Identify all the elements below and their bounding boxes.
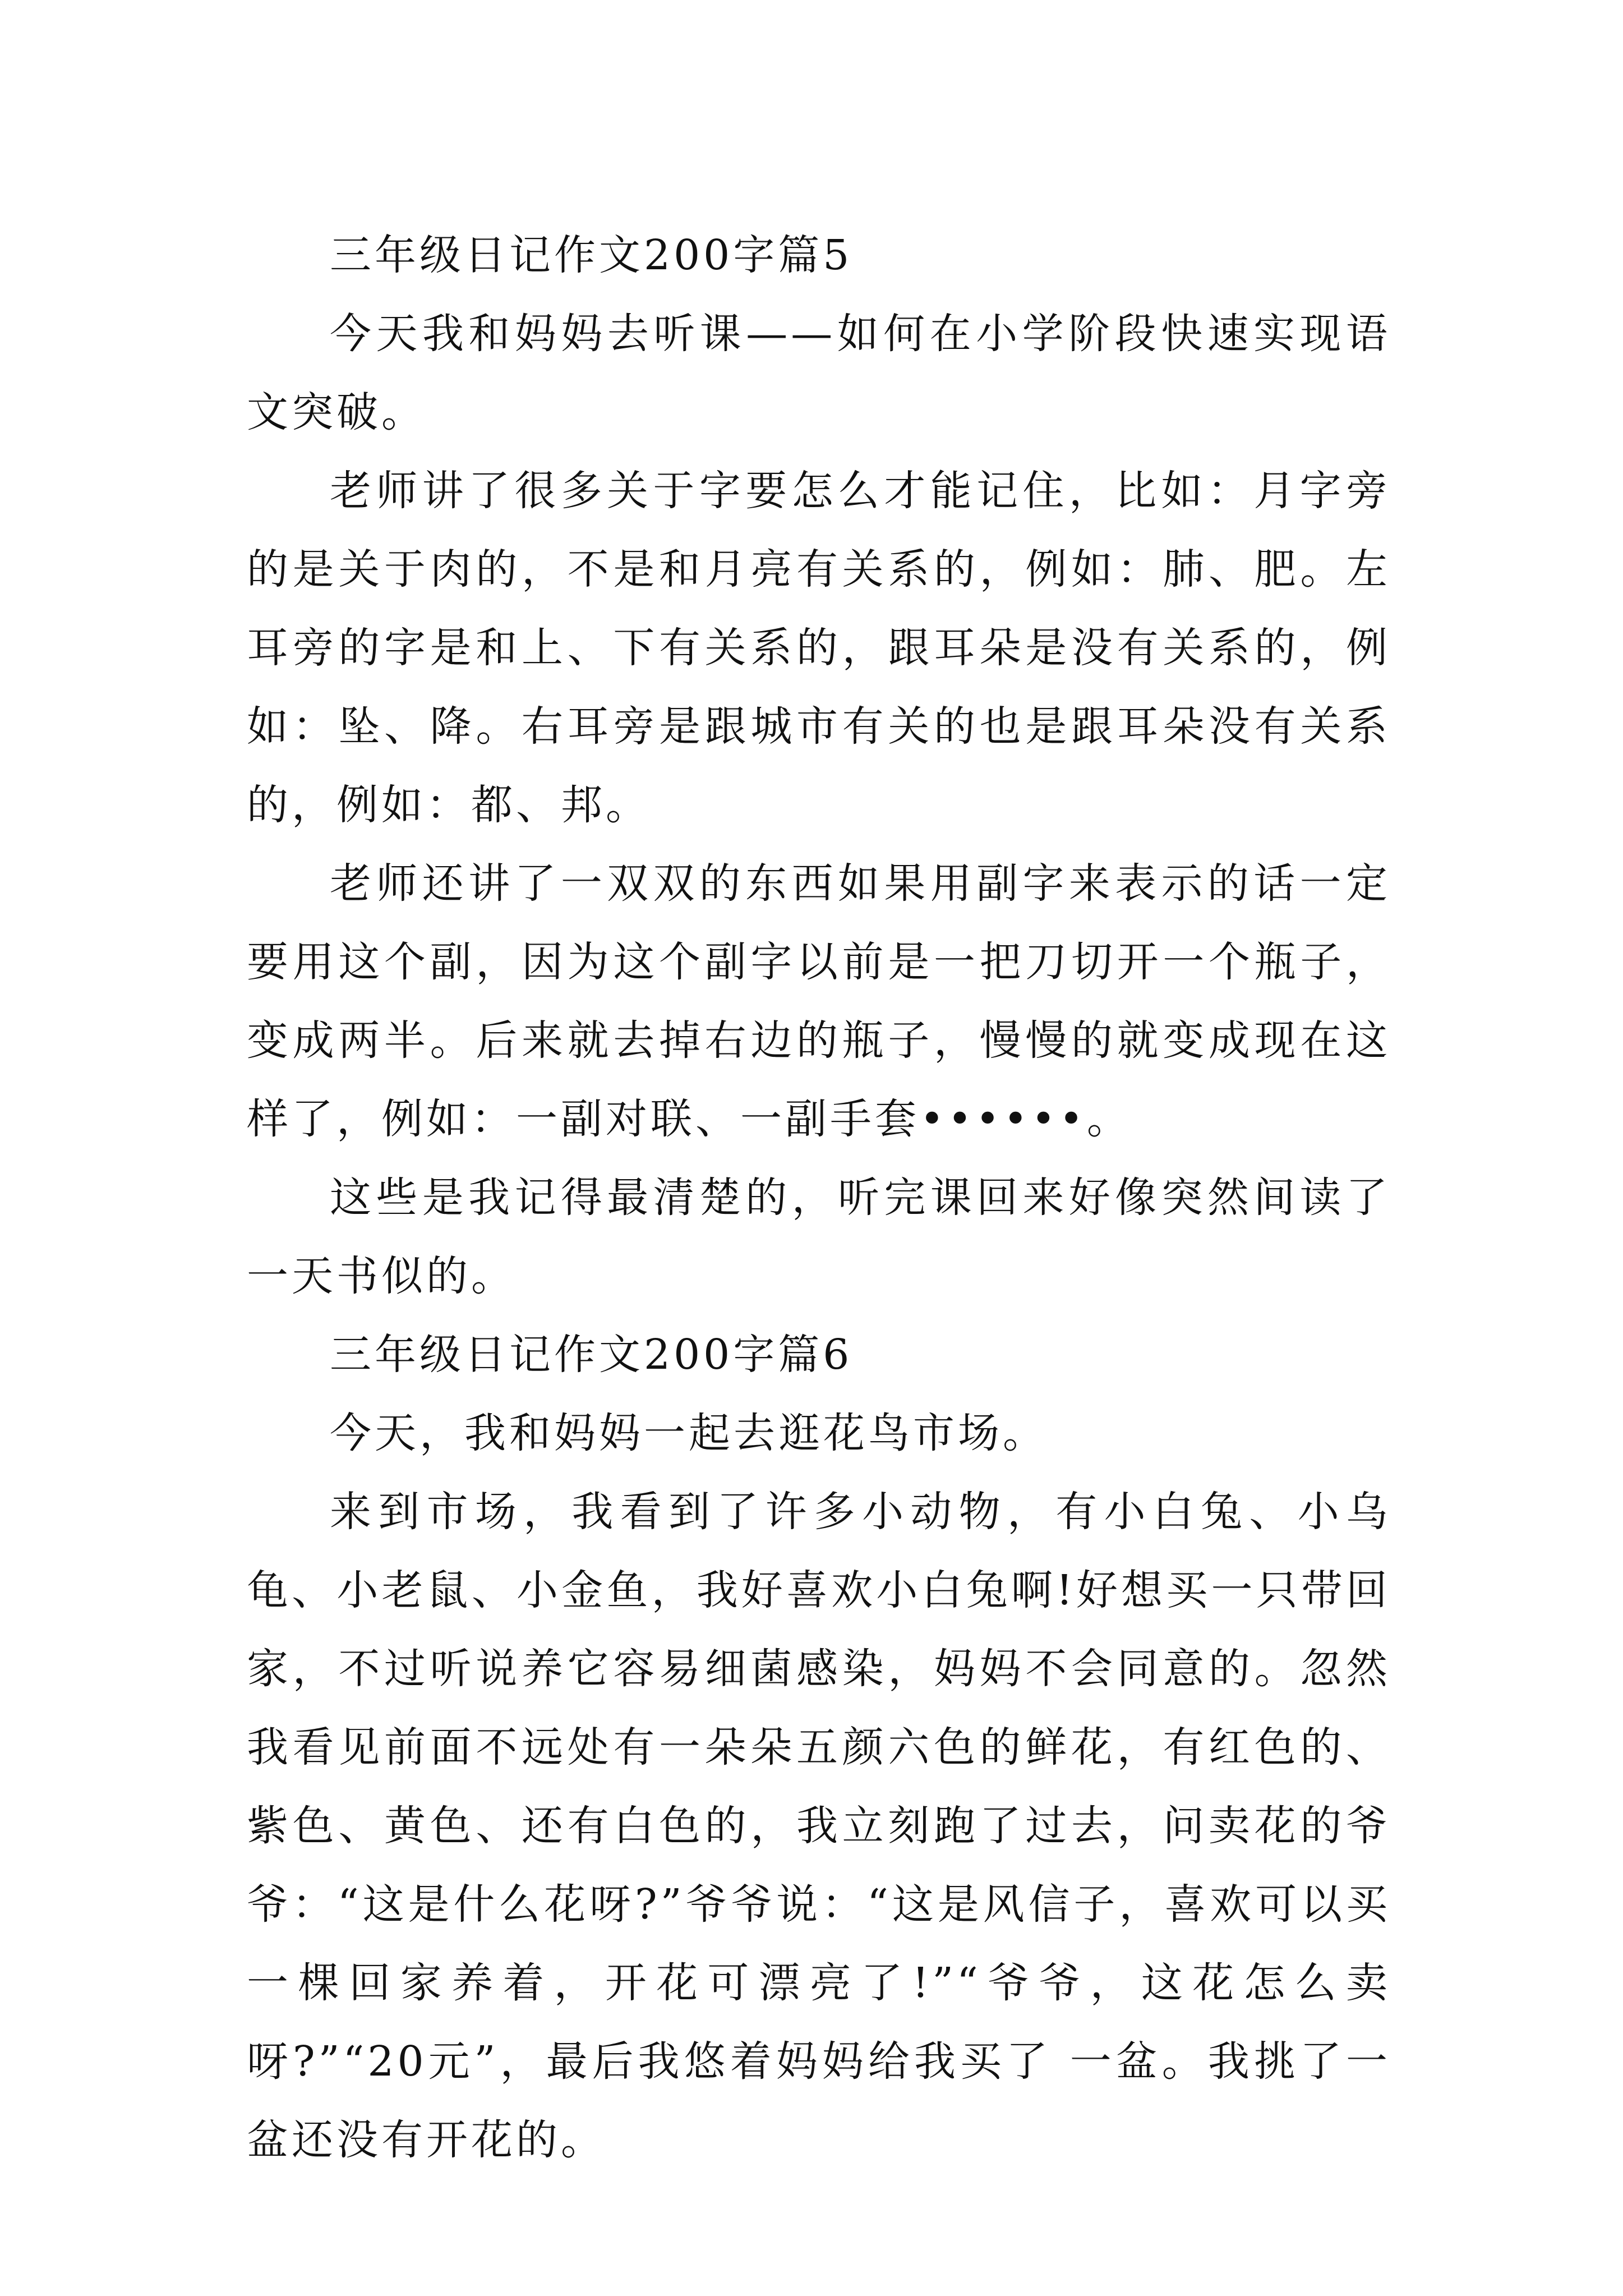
document-body — [247, 216, 1391, 2179]
paragraph: 今天我和妈妈去听课——如何在小学阶段快速实现语文突破。 — [247, 310, 1391, 436]
paragraph: 老师还讲了一双双的东西如果用副字来表示的话一定要用这个副，因为这个副字以前是一把刀切开一个瓶子，变成两半。后来就去掉右边的瓶子，慢慢的就变成现在这样了，例如：一副对联、一副手套••••••。 — [247, 859, 1391, 1143]
paragraph: 来到市场，我看到了许多小动物，有小白兔、小乌龟、小老鼠、小金鱼，我好喜欢小白兔啊!好想买一只带回家，不过听说养它容易细菌感染，妈妈不会同意的。忽然我看见前面不远处有一朵朵五颜六色的鲜花，有红色的、紫色、黄色、还有白色的，我立刻跑了过去，问卖花的爷爷：“这是什么花呀?”爷爷说：“这是风信子，喜欢可以买一棵回家养着，开花可漂亮了!”“爷爷，这花怎么卖呀?”“20元”，最后我悠着妈妈给我买了 一盆。我挑了一盆还没有开花的。 — [247, 1488, 1391, 2164]
section-heading-5: 三年级日记作文200字篇5 — [330, 231, 853, 279]
paragraph: 老师讲了很多关于字要怎么才能记住，比如：月字旁的是关于肉的，不是和月亮有关系的，例如：肺、肥。左耳旁的字是和上、下有关系的，跟耳朵是没有关系的，例如：坠、降。右耳旁是跟城市有关的也是跟耳朵没有关系的，例如：都、邦。 — [247, 467, 1391, 829]
paragraph: 这些是我记得最清楚的，听完课回来好像突然间读了一天书似的。 — [247, 1174, 1391, 1300]
section-heading-6: 三年级日记作文200字篇6 — [330, 1331, 853, 1379]
paragraph: 今天，我和妈妈一起去逛花鸟市场。 — [330, 1409, 1048, 1457]
